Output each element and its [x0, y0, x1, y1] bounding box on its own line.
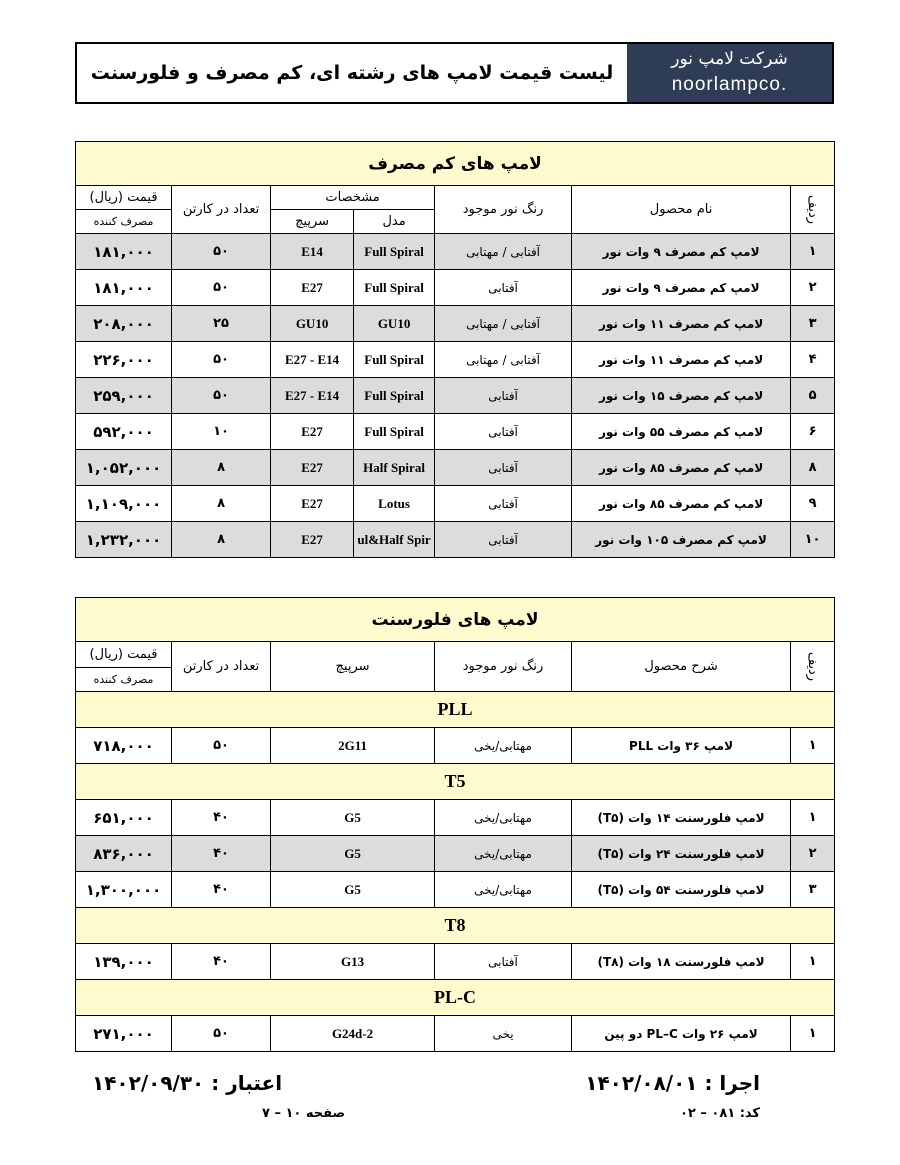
price: ۱,۳۰۰,۰۰۰ [76, 872, 172, 908]
price: ۱۸۱,۰۰۰ [76, 270, 172, 306]
row-number: ۸ [791, 450, 835, 486]
base-type: G5 [271, 800, 435, 836]
carton-qty: ۵۰ [172, 342, 271, 378]
header-model: مدل [354, 210, 435, 234]
table-row [76, 450, 835, 486]
fluorescent-price-table [75, 597, 835, 1052]
base-type: 2G11 [271, 728, 435, 764]
light-color: یخی [435, 1016, 572, 1052]
price: ۲۲۶,۰۰۰ [76, 342, 172, 378]
light-color: آفتابی [435, 414, 572, 450]
table-row [76, 728, 835, 764]
header-consumer: مصرف کننده [76, 210, 172, 234]
base-type: GU10 [271, 306, 354, 342]
carton-qty: ۸ [172, 450, 271, 486]
carton-qty: ۵۰ [172, 378, 271, 414]
table-row [76, 306, 835, 342]
section-row [76, 764, 835, 800]
base-type: E27 - E14 [271, 378, 354, 414]
table-row [76, 486, 835, 522]
price: ۱۳۹,۰۰۰ [76, 944, 172, 980]
header-light-color: رنگ نور موجود [435, 642, 572, 692]
header-price: قیمت (ریال) [76, 642, 172, 668]
header-price: قیمت (ریال) [76, 186, 172, 210]
base-type: G5 [271, 836, 435, 872]
row-number: ۲ [791, 270, 835, 306]
section-row [76, 980, 835, 1016]
page-header [75, 42, 834, 104]
model: Full Spiral [354, 342, 435, 378]
carton-qty: ۲۵ [172, 306, 271, 342]
carton-qty: ۴۰ [172, 944, 271, 980]
carton-qty: ۸ [172, 522, 271, 558]
row-number: ۴ [791, 342, 835, 378]
price: ۵۹۲,۰۰۰ [76, 414, 172, 450]
page-number: صفحه ۱۰ – ۷ [262, 1106, 346, 1121]
product-name: لامپ ۲۶ وات PL–C دو پین [572, 1016, 791, 1052]
product-name: لامپ کم مصرف ۹ وات نور [572, 234, 791, 270]
price: ۲۰۸,۰۰۰ [76, 306, 172, 342]
validity-date: اعتبار : ۱۴۰۲/۰۹/۳۰ [92, 1071, 283, 1095]
price: ۱,۰۵۲,۰۰۰ [76, 450, 172, 486]
header-carton-qty: تعداد در کارتن [172, 186, 271, 234]
company-logo [627, 44, 832, 102]
header-product-name: نام محصول [572, 186, 791, 234]
logo-latin: noorlampco. [671, 74, 788, 95]
section-label: PL-C [76, 980, 835, 1016]
table-row [76, 414, 835, 450]
table-row [76, 1016, 835, 1052]
execution-date: اجرا : ۱۴۰۲/۰۸/۰۱ [585, 1071, 760, 1095]
section-label: T8 [76, 908, 835, 944]
table-row [76, 342, 835, 378]
price: ۱۸۱,۰۰۰ [76, 234, 172, 270]
light-color: آفتابی / مهتابی [435, 306, 572, 342]
carton-qty: ۱۰ [172, 414, 271, 450]
product-name: لامپ فلورسنت ۲۴ وات (T۵) [572, 836, 791, 872]
base-type: E27 [271, 522, 354, 558]
fluorescent-table-title: لامپ های فلورسنت [76, 598, 835, 642]
product-name: لامپ کم مصرف ۱۱ وات نور [572, 342, 791, 378]
light-color: آفتابی [435, 944, 572, 980]
price: ۸۳۶,۰۰۰ [76, 836, 172, 872]
cfl-table-title: لامپ های کم مصرف [76, 142, 835, 186]
section-row [76, 908, 835, 944]
table-row [76, 872, 835, 908]
row-number: ۱ [791, 944, 835, 980]
model: Full Spiral [354, 378, 435, 414]
base-type: G13 [271, 944, 435, 980]
row-number: ۹ [791, 486, 835, 522]
product-name: لامپ کم مصرف ۹ وات نور [572, 270, 791, 306]
price: ۱,۲۳۲,۰۰۰ [76, 522, 172, 558]
price: ۲۷۱,۰۰۰ [76, 1016, 172, 1052]
price: ۷۱۸,۰۰۰ [76, 728, 172, 764]
header-base: سرپیچ [271, 642, 435, 692]
base-type: G5 [271, 872, 435, 908]
fluorescent-rows [76, 692, 835, 1052]
page-title: لیست قیمت لامپ های رشته ای، کم مصرف و فلورسنت [90, 62, 614, 84]
row-number: ۱ [791, 234, 835, 270]
row-number: ۶ [791, 414, 835, 450]
model: ul&Half Spir [354, 522, 435, 558]
price: ۱,۱۰۹,۰۰۰ [76, 486, 172, 522]
header-row-number: ردیف [791, 642, 835, 692]
row-number: ۱ [791, 800, 835, 836]
table-row [76, 800, 835, 836]
row-number: ۱ [791, 1016, 835, 1052]
cfl-rows [76, 234, 835, 558]
product-name: لامپ کم مصرف ۱۱ وات نور [572, 306, 791, 342]
carton-qty: ۴۰ [172, 872, 271, 908]
price: ۲۵۹,۰۰۰ [76, 378, 172, 414]
light-color: مهتابی/یخی [435, 872, 572, 908]
product-name: لامپ کم مصرف ۸۵ وات نور [572, 450, 791, 486]
header-row-number: ردیف [791, 186, 835, 234]
header-light-color: رنگ نور موجود [435, 186, 572, 234]
table-row [76, 270, 835, 306]
light-color: آفتابی [435, 522, 572, 558]
base-type: E14 [271, 234, 354, 270]
light-color: آفتابی [435, 486, 572, 522]
base-type: E27 [271, 270, 354, 306]
table-row [76, 522, 835, 558]
product-name: لامپ ۳۶ وات PLL [572, 728, 791, 764]
model: GU10 [354, 306, 435, 342]
header-consumer: مصرف کننده [76, 668, 172, 692]
table-row [76, 836, 835, 872]
carton-qty: ۵۰ [172, 728, 271, 764]
section-label: T5 [76, 764, 835, 800]
light-color: آفتابی / مهتابی [435, 234, 572, 270]
header-specs: مشخصات [271, 186, 435, 210]
carton-qty: ۵۰ [172, 1016, 271, 1052]
product-name: لامپ فلورسنت ۱۴ وات (T۵) [572, 800, 791, 836]
table-row [76, 378, 835, 414]
carton-qty: ۵۰ [172, 270, 271, 306]
light-color: مهتابی/یخی [435, 836, 572, 872]
cfl-price-table [75, 141, 835, 558]
product-name: لامپ کم مصرف ۱۵ وات نور [572, 378, 791, 414]
table-row [76, 234, 835, 270]
base-type: G24d-2 [271, 1016, 435, 1052]
product-name: لامپ کم مصرف ۸۵ وات نور [572, 486, 791, 522]
product-name: لامپ کم مصرف ۵۵ وات نور [572, 414, 791, 450]
carton-qty: ۴۰ [172, 836, 271, 872]
row-number: ۳ [791, 872, 835, 908]
logo-persian: شرکت لامپ نور [671, 49, 788, 69]
light-color: آفتابی [435, 450, 572, 486]
light-color: آفتابی [435, 378, 572, 414]
base-type: E27 [271, 486, 354, 522]
carton-qty: ۸ [172, 486, 271, 522]
base-type: E27 [271, 414, 354, 450]
model: Full Spiral [354, 414, 435, 450]
table-row [76, 944, 835, 980]
row-number: ۳ [791, 306, 835, 342]
header-product-description: شرح محصول [572, 642, 791, 692]
light-color: آفتابی [435, 270, 572, 306]
section-label: PLL [76, 692, 835, 728]
row-number: ۲ [791, 836, 835, 872]
model: Full Spiral [354, 234, 435, 270]
product-name: لامپ فلورسنت ۱۸ وات (T۸) [572, 944, 791, 980]
product-name: لامپ فلورسنت ۵۴ وات (T۵) [572, 872, 791, 908]
row-number: ۱۰ [791, 522, 835, 558]
header-base: سرپیچ [271, 210, 354, 234]
product-name: لامپ کم مصرف ۱۰۵ وات نور [572, 522, 791, 558]
model: Half Spiral [354, 450, 435, 486]
price: ۶۵۱,۰۰۰ [76, 800, 172, 836]
document-code: کد: ۰۸۱ – ۰۲ [679, 1106, 760, 1121]
light-color: مهتابی/یخی [435, 728, 572, 764]
carton-qty: ۴۰ [172, 800, 271, 836]
carton-qty: ۵۰ [172, 234, 271, 270]
row-number: ۵ [791, 378, 835, 414]
header-carton-qty: تعداد در کارتن [172, 642, 271, 692]
light-color: مهتابی/یخی [435, 800, 572, 836]
section-row [76, 692, 835, 728]
light-color: آفتابی / مهتابی [435, 342, 572, 378]
model: Full Spiral [354, 270, 435, 306]
row-number: ۱ [791, 728, 835, 764]
base-type: E27 - E14 [271, 342, 354, 378]
base-type: E27 [271, 450, 354, 486]
model: Lotus [354, 486, 435, 522]
